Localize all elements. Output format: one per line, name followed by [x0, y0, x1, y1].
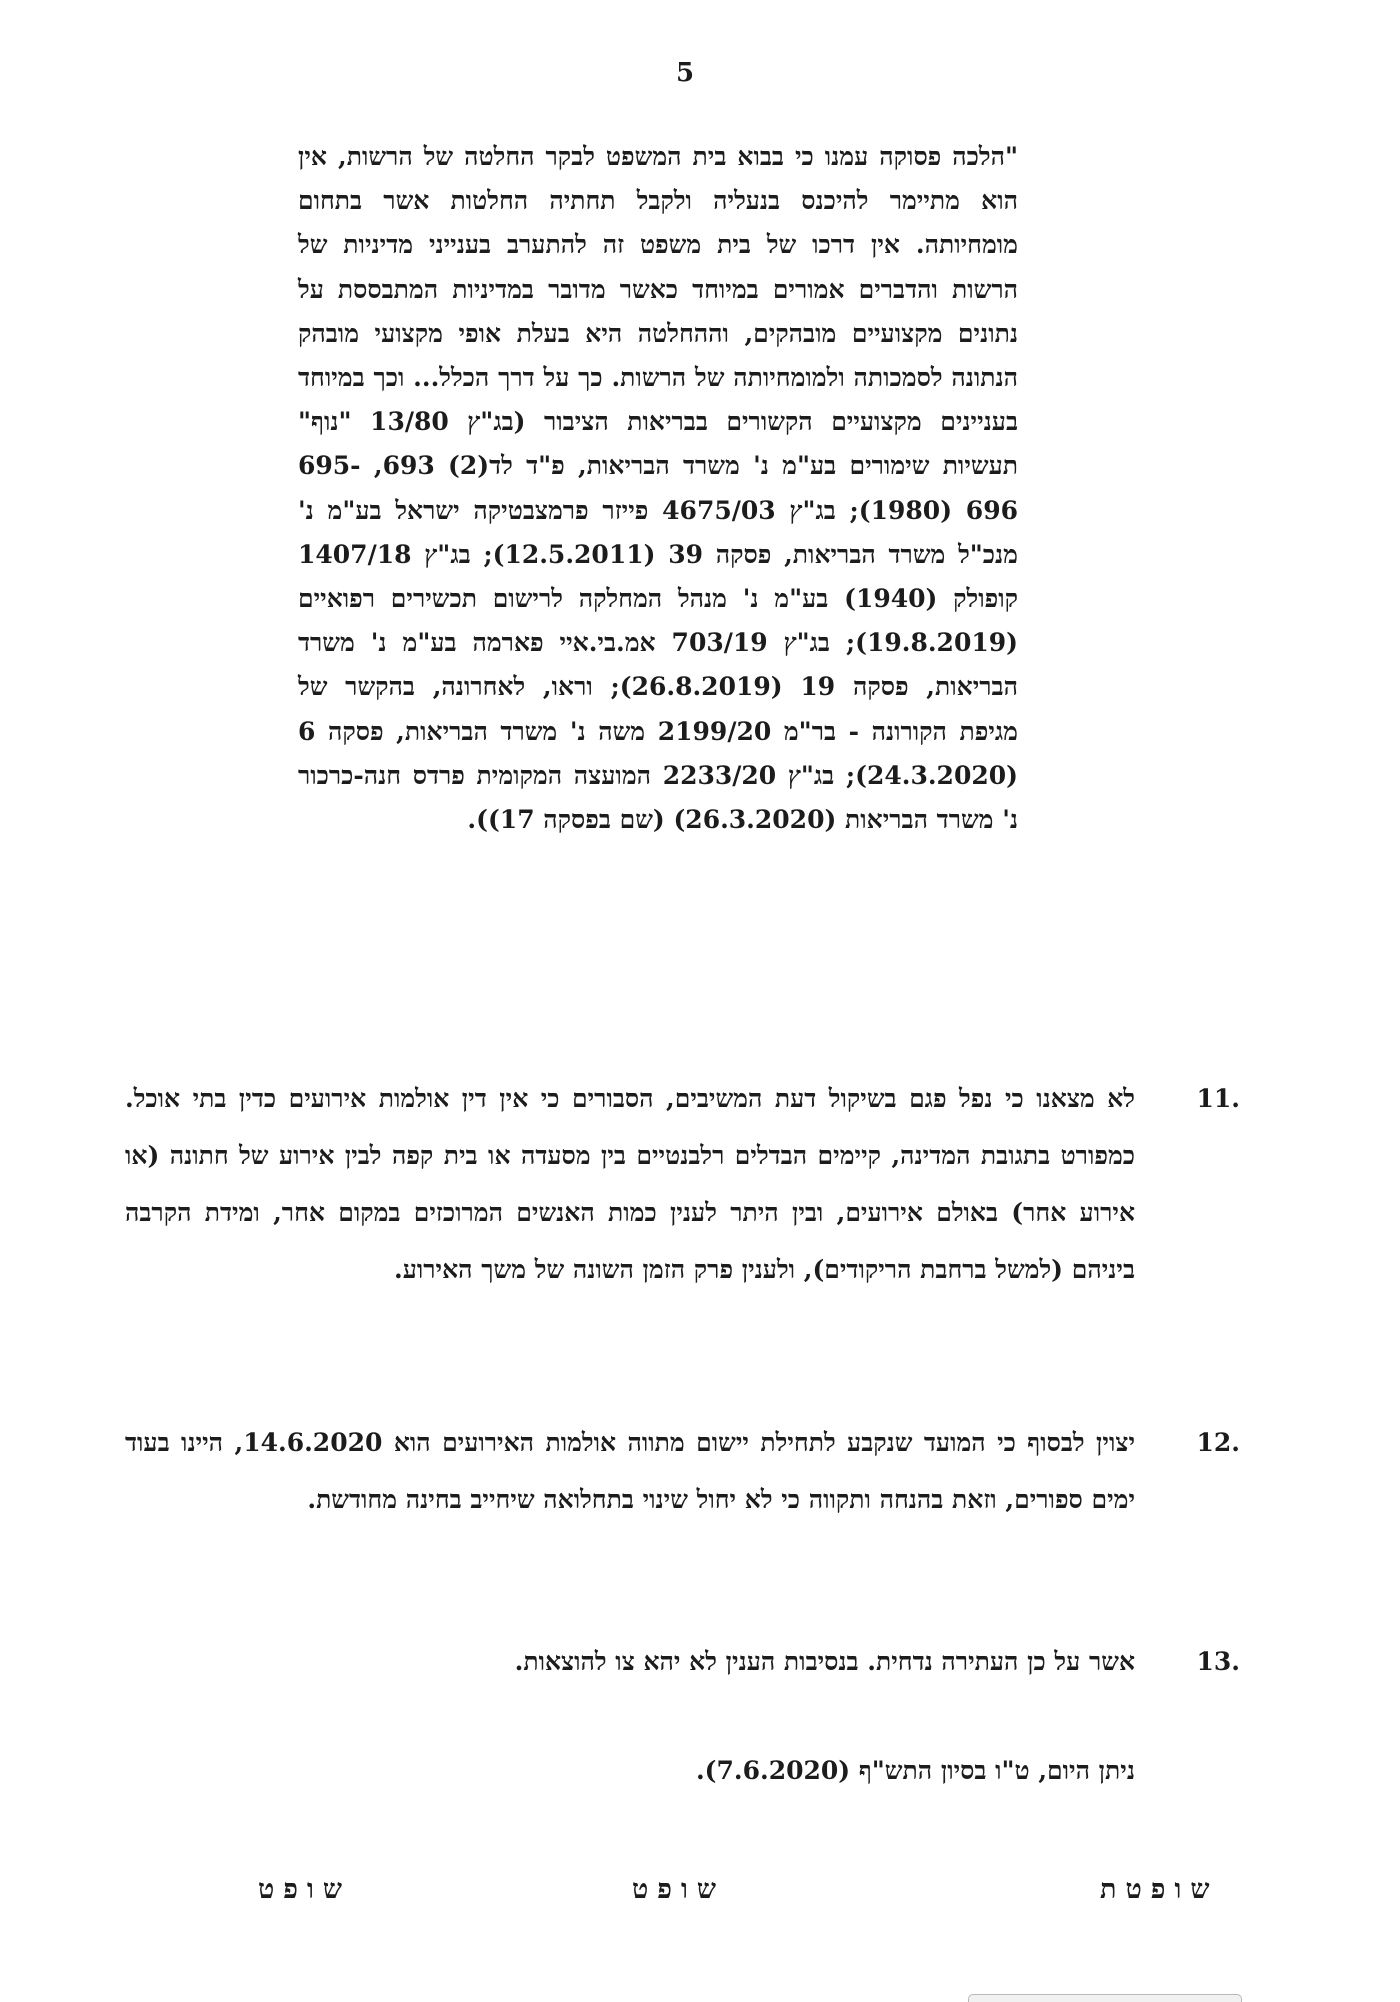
paragraph-12	[125, 1414, 1240, 1528]
block-quote: "הלכה פסוקה עמנו כי בבוא בית המשפט לבקר החלטה של הרשות, אין הוא מתיימר להיכנס בנעליה ולקבל תחתיה החלטות אשר בתחום מומחיותה. אין דרכו של בית משפט זה להתערב בענייני מדיניות של הרשות והדברים אמורים במיוחד כאשר מדובר במדיניות המתבססת על נתונים מקצועיים מובהקים, וההחלטה היא בעלת אופי מקצועי מובהק הנתונה לסמכותה ולמומחיותה של הרשות. כך על דרך הכלל... וכך במיוחד בעניינים מקצועיים הקשורים בבריאות הציבור (בג"ץ 13/80 "נוף" תעשיות שימורים בע"מ נ' משרד הבריאות, פ"ד לד(2) 693, 695-696 (1980); בג"ץ 4675/03 פייזר פרמצבטיקה ישראל בע"מ נ' מנכ"ל משרד הבריאות, פסקה 39 (12.5.2011); בג"ץ 1407/18 קופולק (1940) בע"מ נ' מנהל המחלקה לרישום תכשירים רפואיים (19.8.2019); בג"ץ 703/19 אמ.בי.איי פארמה בע"מ נ' משרד הבריאות, פסקה 19 (26.8.2019); וראו, לאחרונה, בהקשר של מגיפת הקורונה - בר"מ 2199/20 משה נ' משרד הבריאות, פסקה 6 (24.3.2020); בג"ץ 2233/20 המועצה המקומית פרדס חנה-כרכור נ' משרד הבריאות (26.3.2020) (שם בפסקה 17)).	[298, 142, 1018, 835]
signature-judge-1: שופטת	[1100, 1874, 1219, 1905]
given-date-line: ניתן היום, ט"ו בסיון התש"ף (7.6.2020).	[695, 1756, 1135, 1785]
page-number: 5	[675, 58, 695, 88]
paragraph-text: אשר על כן העתירה נדחית. בנסיבות הענין לא יהא צו להוצאות.	[514, 1647, 1135, 1676]
paragraph-11	[125, 1070, 1240, 1298]
paragraph-number: .13	[1196, 1647, 1240, 1676]
paragraph-number: .11	[1196, 1084, 1240, 1113]
paragraph-number: .12	[1196, 1428, 1240, 1457]
signature-judge-3: שופט	[258, 1874, 352, 1905]
signature-judge-2: שופט	[632, 1874, 726, 1905]
paragraph-text: יצוין לבסוף כי המועד שנקבע לתחילת יישום מתווה אולמות האירועים הוא 14.6.2020, היינו בעוד ימים ספורים, וזאת בהנחה ותקווה כי לא יחול שינוי בתחלואה שיחייב בחינה מחודשת.	[125, 1428, 1136, 1514]
paragraph-13	[125, 1633, 1240, 1690]
paragraph-text: לא מצאנו כי נפל פגם בשיקול דעת המשיבים, הסבורים כי אין דין אולמות אירועים כדין בתי אוכל. כמפורט בתגובת המדינה, קיימים הבדלים רלבנטיים בין מסעדה או בית קפה לבין אירוע של חתונה (או אירוע אחר) באולם אירועים, ובין היתר לענין כמות האנשים המרוכזים במקום אחר, ומידת הקרבה ביניהם (למשל ברחבת הריקודים), ולענין פרק הזמן השונה של משך האירוע.	[125, 1084, 1135, 1284]
